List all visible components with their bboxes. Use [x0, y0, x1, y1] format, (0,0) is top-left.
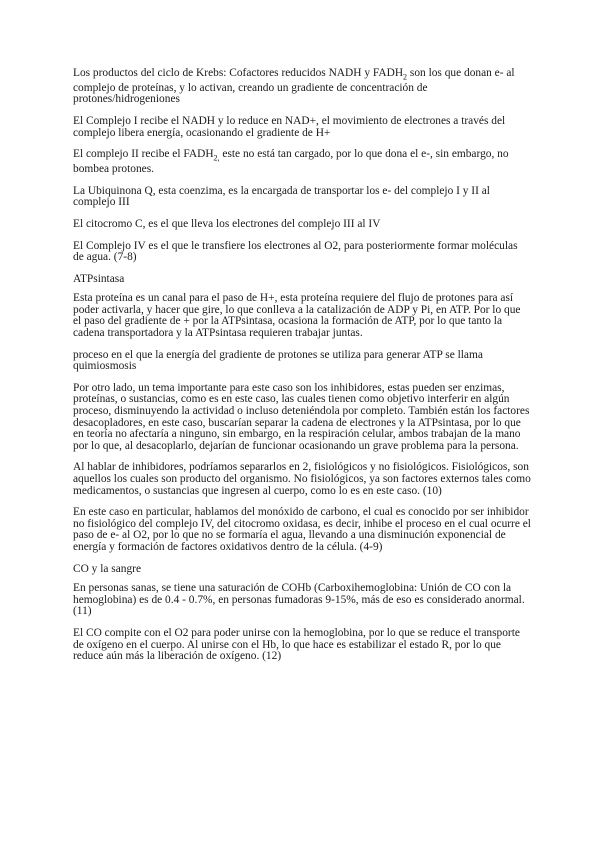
paragraph-quimiosmosis: proceso en el que la energía del gradiente de protones se utiliza para generar ATP se llama quimiosmosis	[73, 348, 483, 373]
paragraph-complex-ii: El complejo II recibe el $FADH_{2,}$ este no está tan cargado, por lo que dona el e-, sin embargo, no bombea protones.	[73, 148, 509, 176]
paragraph-inhibitor-types: Al hablar de inhibidores, podríamos separarlos en 2, fisiológicos y no fisiológicos. Fisiológicos, son aquellos los cuales son producto del organismo. No fisiológicos, ya son factores externos tales como medicamentos, o sustancias que ingresen al cuerpo, como lo es en este caso. (10)	[73, 461, 531, 497]
paragraph-cytochrome-c: El citocromo C, es el que lleva los electrones del complejo III al IV	[73, 217, 381, 230]
paragraph-complex-iv: El Complejo IV es el que le transfiere los electrones al O2, para posteriormente formar moléculas de agua. (7-8)	[73, 239, 518, 264]
paragraph-carbon-monoxide: En este caso en particular, hablamos del monóxido de carbono, el cual es conocido por ser inhibidor no fisiológico del complejo IV, del citocromo oxidasa, es decir, inhibe el proceso en el cual ocurre el paso de e- al O2, por lo que no se formaría el agua, llevando a una disminución exponencial de energía y formación de factores oxidativos dentro de la célula. (4-9)	[73, 506, 531, 553]
paragraph-complex-i: El Complejo I recibe el NADH y lo reduce en NAD+, el movimiento de electrones a través del complejo libera energía, ocasionando el gradiente de H+	[73, 115, 506, 139]
paragraph-cohb-saturation: En personas sanas, se tiene una saturación de COHb (Carboxihemoglobina: Unión de CO con la hemoglobina) es de 0.4 - 0.7%, en personas fumadoras 9-15%, más de eso es considerado anormal. (11)	[73, 582, 525, 618]
heading-co-blood: CO y la sangre	[73, 562, 142, 575]
document-page	[73, 68, 531, 673]
paragraph-krebs-cofactors: Los productos del ciclo de Krebs: Cofactores reducidos NADH y $FADH_2$ son los que donan e- al complejo de proteínas, y lo activan, creando un gradiente de concentración de protones/hidrogeniones	[73, 67, 515, 106]
heading-atpsintasa: ATPsintasa	[73, 272, 125, 285]
paragraph-atpsintasa: Esta proteína es un canal para el paso de H+, esta proteína requiere del flujo de protones para así poder activarla, y hacer que gire, lo que conlleva a la catalización de ADP y Pi, en ATP. Por lo que el paso del gradiente de + por la ATPsintasa, ocasiona la formación de ATP, por lo que tanto la cadena transportadora y la ATPsintasa requieren trabajar juntas.	[73, 292, 521, 340]
paragraph-inhibitors: Por otro lado, un tema importante para este caso son los inhibidores, estas pueden ser enzimas, proteínas, o sustancias, como es en este caso, las cuales tienen como objetivo interferir en algún proceso, disminuyendo la actividad o incluso deteniéndola por completo. También están los factores desacopladores, en este caso, buscarían separar la cadena de electrones y la ATPsintasa, por lo que en teoría no afectaría a ninguno, sin embargo, en la respiración celular, ambos trabajan de la mano por lo que, al desacoplarlo, dejarían de funcionar ocasionando un grave problema para la persona.	[73, 381, 530, 452]
paragraph-co-hemoglobin: El CO compite con el O2 para poder unirse con la hemoglobina, por lo que se reduce el transporte de oxígeno en el cuerpo. Al unirse con el Hb, lo que hace es estabilizar el estado R, por lo que reduce aún más la liberación de oxígeno. (12)	[73, 626, 520, 663]
paragraph-ubiquinone: La Ubiquinona Q, esta coenzima, es la encargada de transportar los e- del complejo I y II al complejo III	[73, 184, 490, 209]
